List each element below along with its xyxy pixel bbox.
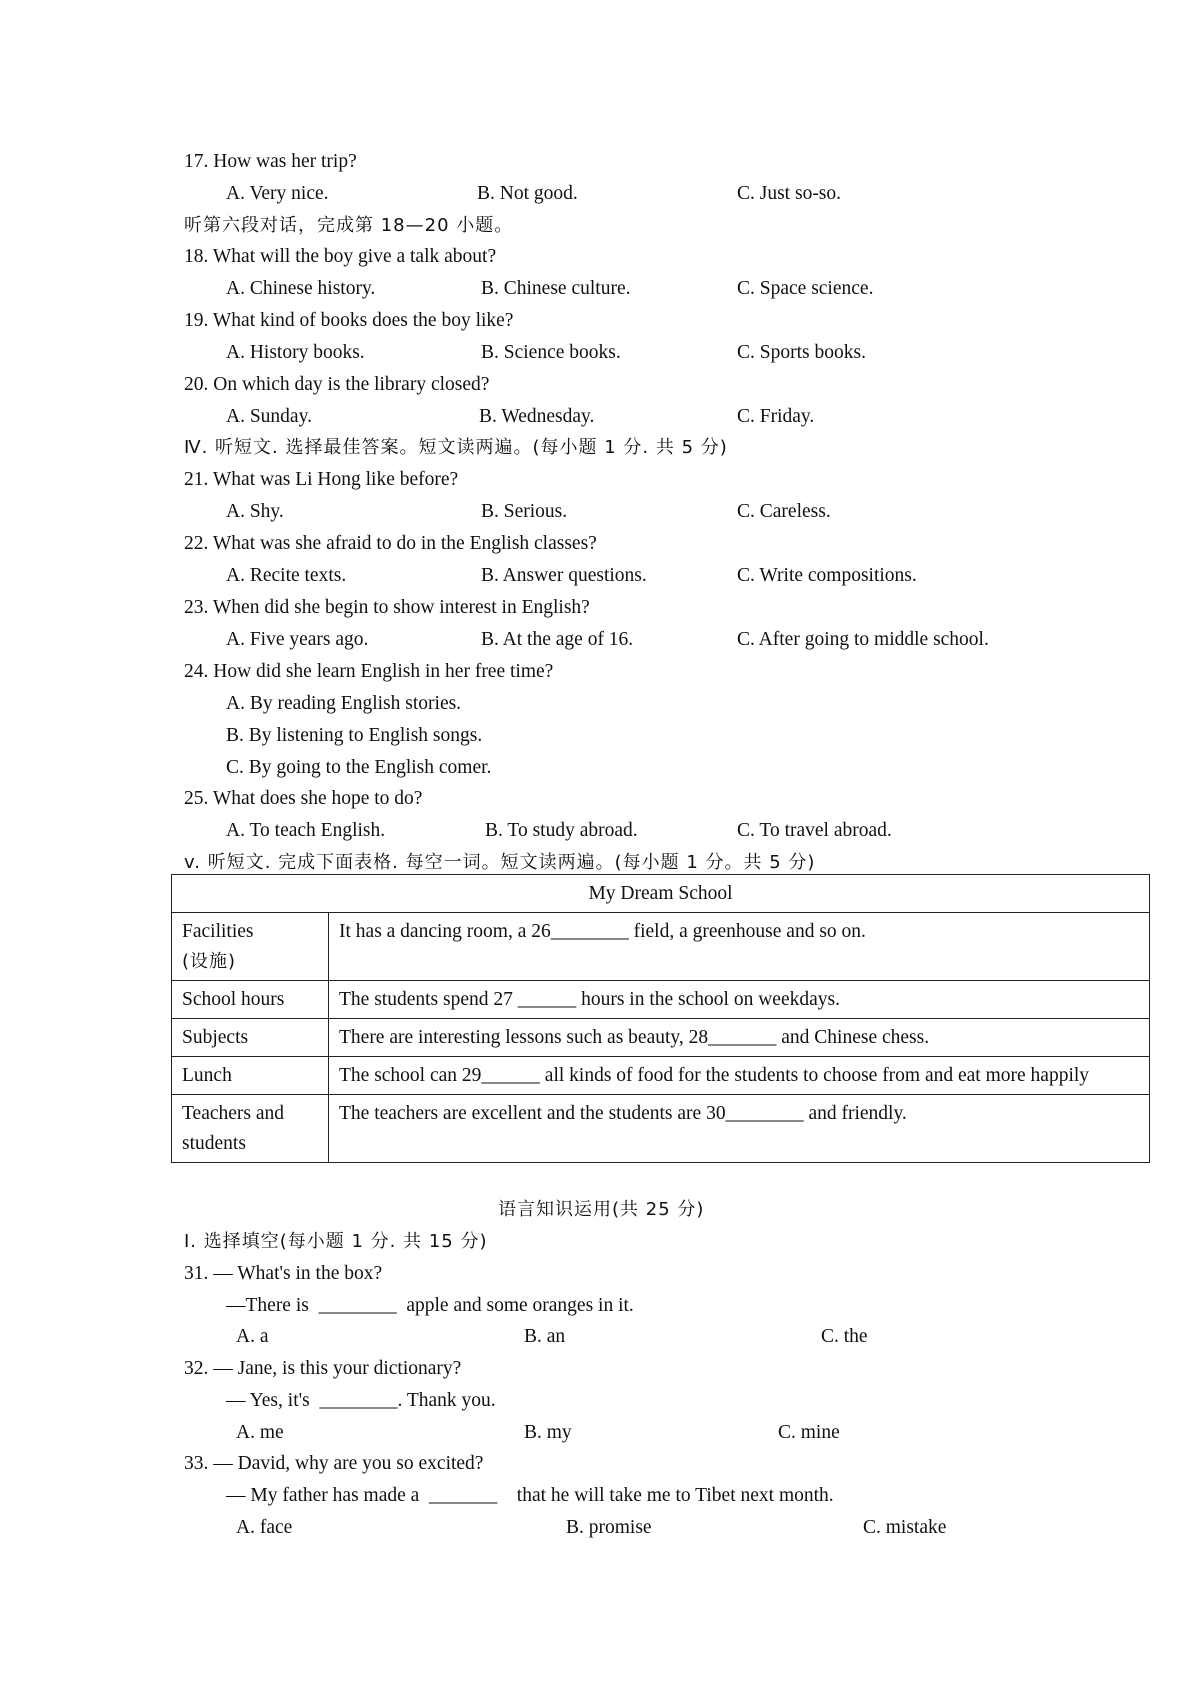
q33-option-c: C. mistake — [863, 1517, 947, 1538]
part-title: 语言知识运用(共 25 分) — [498, 1199, 705, 1220]
question-24: 24. How did she learn English in her free time? — [184, 661, 554, 682]
row-text: It has a dancing room, a 26________ field, a greenhouse and so on. — [329, 913, 1150, 981]
q32-option-c: C. mine — [778, 1422, 840, 1443]
q31-option-b: B. an — [524, 1326, 566, 1347]
question-20: 20. On which day is the library closed? — [184, 374, 490, 395]
row-label — [172, 913, 329, 981]
row-label-line2: students — [182, 1133, 246, 1154]
q21-option-b: B. Serious. — [481, 501, 568, 522]
row-label — [172, 1095, 329, 1163]
q24-option-a: A. By reading English stories. — [226, 693, 462, 714]
table-row — [172, 1057, 1150, 1095]
row-label-line2: (设施) — [182, 951, 237, 972]
row-label: Lunch — [172, 1057, 329, 1095]
q20-option-b: B. Wednesday. — [479, 406, 595, 427]
q22-option-b: B. Answer questions. — [481, 565, 647, 586]
question-21: 21. What was Li Hong like before? — [184, 469, 459, 490]
q31-option-a: A. a — [236, 1326, 269, 1347]
question-33: 33. — David, why are you so excited? — [184, 1453, 484, 1474]
dream-school-table — [171, 874, 1150, 1163]
q25-option-b: B. To study abroad. — [485, 820, 638, 841]
q18-option-b: B. Chinese culture. — [481, 278, 631, 299]
question-19: 19. What kind of books does the boy like? — [184, 310, 514, 331]
question-22: 22. What was she afraid to do in the English classes? — [184, 533, 597, 554]
table-row — [172, 981, 1150, 1019]
q25-option-a: A. To teach English. — [226, 820, 386, 841]
q20-option-a: A. Sunday. — [226, 406, 312, 427]
q19-option-b: B. Science books. — [481, 342, 621, 363]
row-label-line1: Teachers and — [182, 1103, 285, 1124]
table-title: My Dream School — [172, 875, 1150, 913]
q23-option-c: C. After going to middle school. — [737, 629, 989, 650]
table-row — [172, 1095, 1150, 1163]
q22-option-c: C. Write compositions. — [737, 565, 917, 586]
q24-option-b: B. By listening to English songs. — [226, 725, 483, 746]
question-32-answer-line: — Yes, it's ________. Thank you. — [226, 1390, 496, 1411]
row-text: There are interesting lessons such as beauty, 28_______ and Chinese chess. — [329, 1019, 1150, 1057]
section-5-instruction: v. 听短文. 完成下面表格. 每空一词。短文读两遍。(每小题 1 分。共 5 分) — [184, 852, 816, 873]
q31-option-c: C. the — [821, 1326, 868, 1347]
q25-option-c: C. To travel abroad. — [737, 820, 892, 841]
question-23: 23. When did she begin to show interest in English? — [184, 597, 590, 618]
question-18: 18. What will the boy give a talk about? — [184, 246, 497, 267]
q32-option-b: B. my — [524, 1422, 572, 1443]
q21-option-a: A. Shy. — [226, 501, 284, 522]
section-4-instruction: Ⅳ. 听短文. 选择最佳答案。短文读两遍。(每小题 1 分. 共 5 分) — [184, 437, 728, 458]
q19-option-c: C. Sports books. — [737, 342, 866, 363]
q23-option-b: B. At the age of 16. — [481, 629, 634, 650]
q20-option-c: C. Friday. — [737, 406, 815, 427]
question-33-answer-line: — My father has made a _______ that he will take me to Tibet next month. — [226, 1485, 834, 1506]
q17-option-b: B. Not good. — [477, 183, 578, 204]
question-32: 32. — Jane, is this your dictionary? — [184, 1358, 462, 1379]
question-25: 25. What does she hope to do? — [184, 788, 423, 809]
q17-option-a: A. Very nice. — [226, 183, 329, 204]
part-i-instruction: I. 选择填空(每小题 1 分. 共 15 分) — [184, 1231, 488, 1252]
q18-option-a: A. Chinese history. — [226, 278, 376, 299]
question-31: 31. — What's in the box? — [184, 1263, 383, 1284]
row-text: The teachers are excellent and the students are 30________ and friendly. — [329, 1095, 1150, 1163]
row-text: The school can 29______ all kinds of food for the students to choose from and eat more happily — [329, 1057, 1150, 1095]
section-6-instruction: 听第六段对话，完成第 18—20 小题。 — [184, 215, 514, 236]
table-row — [172, 1019, 1150, 1057]
row-label-line1: Facilities — [182, 921, 254, 942]
q22-option-a: A. Recite texts. — [226, 565, 347, 586]
q19-option-a: A. History books. — [226, 342, 365, 363]
q18-option-c: C. Space science. — [737, 278, 874, 299]
q33-option-b: B. promise — [566, 1517, 652, 1538]
q21-option-c: C. Careless. — [737, 501, 831, 522]
question-31-answer-line: —There is ________ apple and some oranges in it. — [226, 1295, 634, 1316]
q24-option-c: C. By going to the English comer. — [226, 757, 492, 778]
row-text: The students spend 27 ______ hours in the school on weekdays. — [329, 981, 1150, 1019]
q33-option-a: A. face — [236, 1517, 293, 1538]
q17-option-c: C. Just so-so. — [737, 183, 842, 204]
table-row — [172, 913, 1150, 981]
question-17: 17. How was her trip? — [184, 151, 357, 172]
row-label: Subjects — [172, 1019, 329, 1057]
q23-option-a: A. Five years ago. — [226, 629, 369, 650]
row-label: School hours — [172, 981, 329, 1019]
q32-option-a: A. me — [236, 1422, 284, 1443]
